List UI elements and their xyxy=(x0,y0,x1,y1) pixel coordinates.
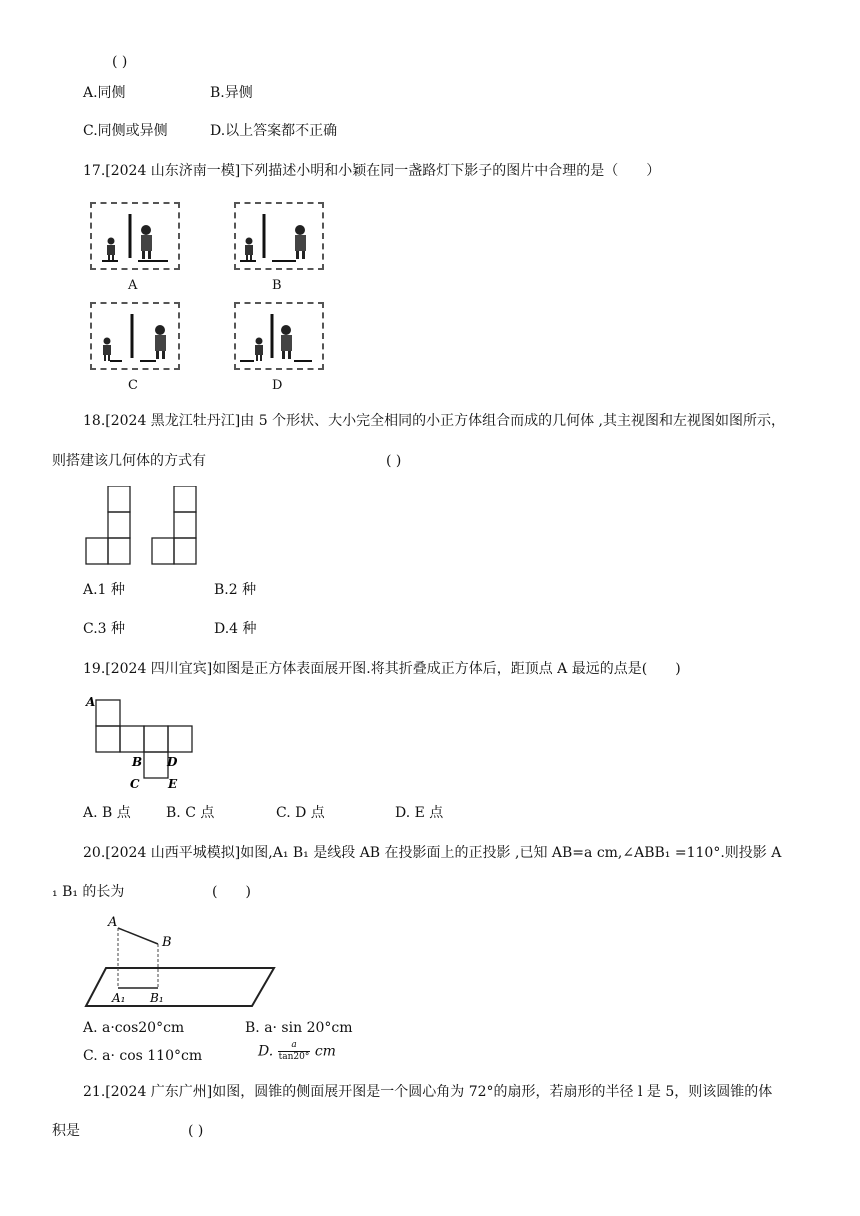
q19-option-b: B. C 点 xyxy=(166,805,215,821)
q16-option-b: B.异侧 xyxy=(210,85,253,101)
q20-option-d xyxy=(258,1040,336,1066)
q20-projection-figure xyxy=(84,914,284,1010)
q19-point-b: B xyxy=(132,755,143,769)
q20-point-a1: A₁ xyxy=(112,991,126,1005)
q21-stem-line2: 积是 xyxy=(52,1123,80,1139)
q18-option-b: B.2 种 xyxy=(214,582,257,598)
q17-panel-c xyxy=(90,302,180,370)
q20-answer-paren: ( ) xyxy=(212,884,251,900)
q17-panel-d xyxy=(234,302,324,370)
q18-views-figure xyxy=(84,486,204,566)
q16-option-c: C.同侧或异侧 xyxy=(83,123,168,139)
q20-option-d-unit: cm xyxy=(314,1043,336,1060)
q17-panel-b xyxy=(234,202,324,270)
q16-option-a: A.同侧 xyxy=(83,85,126,101)
q17-label-a: A xyxy=(128,278,138,293)
q18-option-c: C.3 种 xyxy=(83,621,126,637)
q20-point-b1: B₁ xyxy=(150,991,164,1005)
q17-label-b: B xyxy=(272,278,282,293)
q16-option-d: D.以上答案都不正确 xyxy=(210,123,338,139)
q18-left-view xyxy=(152,486,196,564)
q20-option-d-fraction xyxy=(278,1040,311,1063)
q20-option-d-prefix: D. xyxy=(258,1043,274,1060)
q18-option-d: D.4 种 xyxy=(214,621,257,637)
q17-stem: 17.[2024 山东济南一模]下列描述小明和小颖在同一盏路灯下影子的图片中合理的是（ ） xyxy=(83,163,661,179)
q20-stem-line1: 20.[2024 山西平城模拟]如图,A₁ B₁ 是线段 AB 在投影面上的正投影 ,已知 AB=a cm,∠ABB₁ =110°.则投影 A xyxy=(83,845,782,861)
q16-answer-paren: ( ) xyxy=(112,54,128,70)
q20-option-c: C. a· cos 110°cm xyxy=(83,1048,203,1064)
q18-main-view xyxy=(86,486,130,564)
q18-option-a: A.1 种 xyxy=(83,582,125,598)
q20-point-a: A xyxy=(108,915,118,930)
q20-point-b: B xyxy=(162,935,172,950)
q19-option-a: A. B 点 xyxy=(83,805,131,821)
q20-option-d-numerator: a xyxy=(291,1040,297,1050)
q19-cube-net-figure xyxy=(84,692,194,792)
q18-stem-line1: 18.[2024 黑龙江牡丹江]由 5 个形状、大小完全相同的小正方体组合而成的几何体 ,其主视图和左视图如图所示， xyxy=(83,413,785,429)
q19-option-d: D. E 点 xyxy=(395,805,444,821)
q19-point-a: A xyxy=(86,695,96,709)
q18-stem-line2: 则搭建该几何体的方式有 xyxy=(52,453,206,469)
q19-stem: 19.[2024 四川宜宾]如图是正方体表面展开图.将其折叠成正方体后，距顶点 A 最远的点是( ) xyxy=(83,661,681,677)
q19-point-d: D xyxy=(167,755,178,769)
q17-figure xyxy=(88,200,328,400)
q21-answer-paren: ( ) xyxy=(188,1123,204,1139)
q17-panel-a xyxy=(90,202,180,270)
q17-label-d: D xyxy=(272,378,283,393)
q20-option-b: B. a· sin 20°cm xyxy=(245,1020,353,1036)
q20-option-d-denominator: tan20° xyxy=(278,1052,310,1062)
q19-point-e: E xyxy=(168,777,178,791)
q19-option-c: C. D 点 xyxy=(276,805,325,821)
q21-stem-line1: 21.[2024 广东广州]如图，圆锥的侧面展开图是一个圆心角为 72°的扇形，若扇形的半径 l 是 5，则该圆锥的体 xyxy=(83,1084,773,1100)
q20-stem-line2: ₁ B₁ 的长为 xyxy=(52,884,125,900)
q20-option-a: A. a·cos20°cm xyxy=(83,1020,185,1036)
q19-point-c: C xyxy=(130,777,140,791)
q20-segment-ab xyxy=(118,928,158,944)
q17-label-c: C xyxy=(128,378,138,393)
q18-answer-paren: ( ) xyxy=(386,453,402,469)
